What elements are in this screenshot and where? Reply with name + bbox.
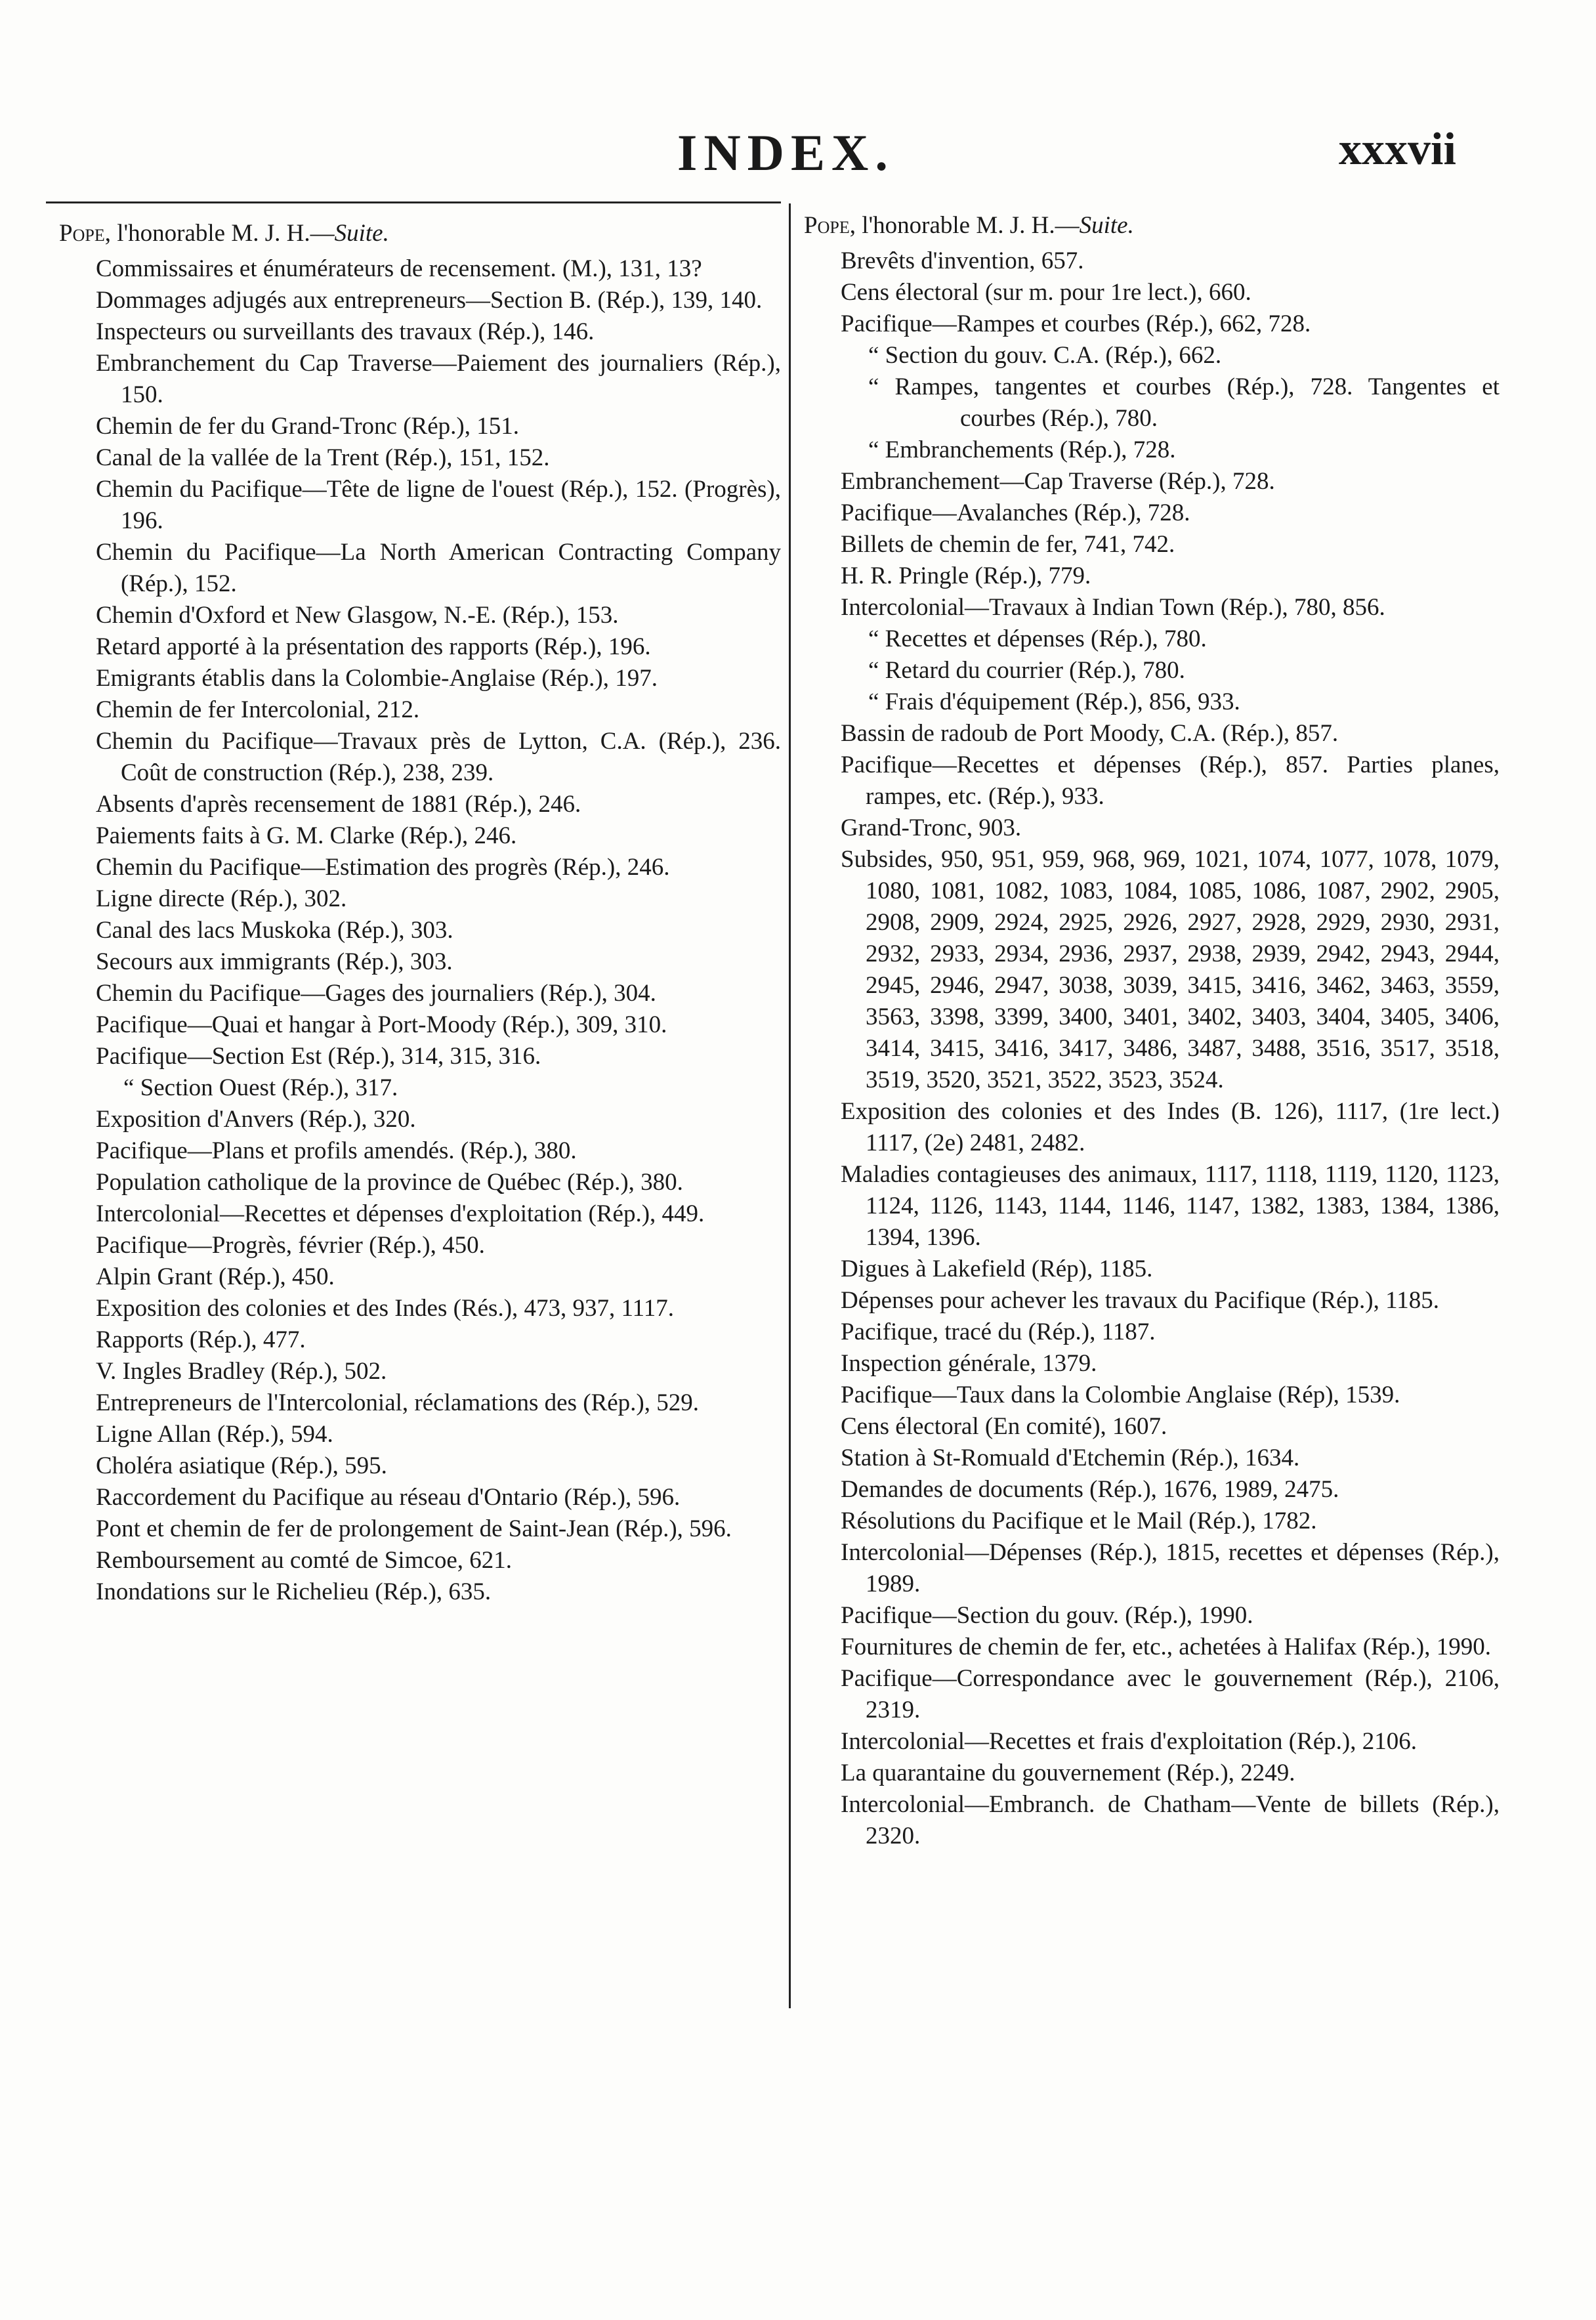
index-entry: Cens électoral (sur m. pour 1re lect.), 660. xyxy=(841,279,1251,306)
index-entry: “ Section du gouv. C.A. (Rép.), 662. xyxy=(868,342,1222,369)
index-entry: Pacifique—Rampes et courbes (Rép.), 662, 728. xyxy=(841,310,1311,337)
index-entry: Billets de chemin de fer, 741, 742. xyxy=(841,531,1175,558)
index-entry: H. R. Pringle (Rép.), 779. xyxy=(841,562,1091,589)
index-entry: Chemin du Pacifique—Gages des journaliers (Rép.), 304. xyxy=(96,980,656,1007)
index-entry: Rapports (Rép.), 477. xyxy=(96,1326,306,1353)
index-entry: La quarantaine du gouvernement (Rép.), 2249. xyxy=(841,1760,1295,1786)
index-entry: Dépenses pour achever les travaux du Pacifique (Rép.), 1185. xyxy=(841,1287,1440,1314)
index-entry: Commissaires et énumérateurs de recensement. (M.), 131, 13? xyxy=(96,255,702,282)
index-entry: V. Ingles Bradley (Rép.), 502. xyxy=(96,1358,387,1385)
index-entry: Résolutions du Pacifique et le Mail (Rép.), 1782. xyxy=(841,1508,1317,1534)
index-entry: Pacifique—Plans et profils amendés. (Rép.), 380. xyxy=(96,1137,577,1164)
index-entry: Intercolonial—Dépenses (Rép.), 1815, recettes et dépenses (Rép.), 1989. xyxy=(841,1539,1500,1597)
right-column xyxy=(804,210,1500,1852)
top-rule xyxy=(46,201,781,203)
index-entry: Pacifique—Progrès, février (Rép.), 450. xyxy=(96,1232,485,1259)
index-entry: Bassin de radoub de Port Moody, C.A. (Rép.), 857. xyxy=(841,720,1339,747)
index-entry: Chemin du Pacifique—Travaux près de Lytton, C.A. (Rép.), 236. Coût de construction (Rép.), 238, 239. xyxy=(96,728,781,786)
index-entry: Station à St-Romuald d'Etchemin (Rép.), 1634. xyxy=(841,1445,1300,1471)
index-entry: Chemin de fer Intercolonial, 212. xyxy=(96,696,420,723)
index-entry: Exposition d'Anvers (Rép.), 320. xyxy=(96,1106,416,1133)
index-entry: “ Retard du courrier (Rép.), 780. xyxy=(868,657,1185,684)
index-entry: Population catholique de la province de Québec (Rép.), 380. xyxy=(96,1169,683,1196)
index-entry: Ligne Allan (Rép.), 594. xyxy=(96,1421,333,1448)
index-entry: Secours aux immigrants (Rép.), 303. xyxy=(96,948,453,975)
index-entry: Cens électoral (En comité), 1607. xyxy=(841,1413,1167,1440)
left-entry-list xyxy=(59,253,781,1608)
index-entry: “ Section Ouest (Rép.), 317. xyxy=(123,1074,398,1101)
index-entry: Chemin d'Oxford et New Glasgow, N.-E. (Rép.), 153. xyxy=(96,602,619,629)
index-entry: Choléra asiatique (Rép.), 595. xyxy=(96,1452,387,1479)
column-divider xyxy=(789,203,791,2008)
index-entry: Pacifique—Avalanches (Rép.), 728. xyxy=(841,499,1190,526)
heading-suite: Suite. xyxy=(1079,212,1134,239)
index-entry: “ Recettes et dépenses (Rép.), 780. xyxy=(868,625,1207,652)
index-entry: Maladies contagieuses des animaux, 1117, 1118, 1119, 1120, 1123, 1124, 1126, 1143, 1144, 1146, 1147, 1382, 1383, 1384, 1386, 1394, 1396. xyxy=(841,1161,1500,1251)
right-column-heading xyxy=(804,210,1500,242)
heading-name: Pope xyxy=(804,212,850,239)
index-entry: Subsides, 950, 951, 959, 968, 969, 1021, 1074, 1077, 1078, 1079, 1080, 1081, 1082, 1083, 1084, 1085, 1086, 1087, 2902, 2905, 2908, 2909, 2924, 2925, 2926, 2927, 2928, 2929, 2930, 2931, 2932, 2933, 2934, 2936, 2937, 2938, 2939, 2942, 2943, 2944, 2945, 2946, 2947, 3038, 3039, 3415, 3416, 3462, 3463, 3559, 3563, 3398, 3399, 3400, 3401, 3402, 3403, 3404, 3405, 3406, 3414, 3415, 3416, 3417, 3486, 3487, 3488, 3516, 3517, 3518, 3519, 3520, 3521, 3522, 3523, 3524. xyxy=(841,846,1500,1093)
index-entry: Pacifique—Correspondance avec le gouvernement (Rép.), 2106, 2319. xyxy=(841,1665,1500,1723)
index-entry: Chemin du Pacifique—La North American Contracting Company (Rép.), 152. xyxy=(96,539,781,597)
index-entry: Emigrants établis dans la Colombie-Anglaise (Rép.), 197. xyxy=(96,665,658,692)
index-entry: Intercolonial—Travaux à Indian Town (Rép.), 780, 856. xyxy=(841,594,1385,621)
index-entry: Intercolonial—Recettes et dépenses d'exploitation (Rép.), 449. xyxy=(96,1200,705,1227)
index-entry: Pont et chemin de fer de prolongement de Saint-Jean (Rép.), 596. xyxy=(96,1515,732,1542)
index-entry: Canal de la vallée de la Trent (Rép.), 151, 152. xyxy=(96,444,550,471)
index-entry: Dommages adjugés aux entrepreneurs—Section B. (Rép.), 139, 140. xyxy=(96,287,763,314)
index-entry: Brevêts d'invention, 657. xyxy=(841,247,1084,274)
index-entry: Inondations sur le Richelieu (Rép.), 635. xyxy=(96,1578,492,1605)
index-entry: Intercolonial—Recettes et frais d'exploitation (Rép.), 2106. xyxy=(841,1728,1417,1755)
index-entry: Chemin de fer du Grand-Tronc (Rép.), 151. xyxy=(96,413,519,440)
index-entry: “ Rampes, tangentes et courbes (Rép.), 728. Tangentes et courbes (Rép.), 780. xyxy=(868,373,1500,432)
index-entry: Inspecteurs ou surveillants des travaux (Rép.), 146. xyxy=(96,318,595,345)
index-entry: “ Embranchements (Rép.), 728. xyxy=(868,436,1176,463)
index-entry: Alpin Grant (Rép.), 450. xyxy=(96,1263,335,1290)
page-number: xxxvii xyxy=(1339,124,1456,175)
index-entry: Fournitures de chemin de fer, etc., achetées à Halifax (Rép.), 1990. xyxy=(841,1634,1491,1660)
index-entry: Intercolonial—Embranch. de Chatham—Vente de billets (Rép.), 2320. xyxy=(841,1791,1500,1849)
index-entry: Canal des lacs Muskoka (Rép.), 303. xyxy=(96,917,453,944)
right-entry-list xyxy=(804,245,1500,1852)
heading-suite: Suite. xyxy=(334,220,389,247)
index-entry: Pacifique—Quai et hangar à Port-Moody (Rép.), 309, 310. xyxy=(96,1011,667,1038)
index-entry: Pacifique—Section du gouv. (Rép.), 1990. xyxy=(841,1602,1253,1629)
index-entry: Chemin du Pacifique—Tête de ligne de l'ouest (Rép.), 152. (Progrès), 196. xyxy=(96,476,781,534)
index-entry: Retard apporté à la présentation des rapports (Rép.), 196. xyxy=(96,633,651,660)
left-column-heading xyxy=(59,218,781,249)
left-column xyxy=(59,218,781,1608)
index-entry: Exposition des colonies et des Indes (B. 126), 1117, (1re lect.) 1117, (2e) 2481, 2482. xyxy=(841,1098,1500,1156)
index-entry: Chemin du Pacifique—Estimation des progrès (Rép.), 246. xyxy=(96,854,670,881)
index-entry: Remboursement au comté de Simcoe, 621. xyxy=(96,1547,512,1574)
index-entry: Digues à Lakefield (Rép), 1185. xyxy=(841,1255,1153,1282)
index-entry: Pacifique—Section Est (Rép.), 314, 315, 316. xyxy=(96,1043,541,1070)
index-entry: Pacifique—Recettes et dépenses (Rép.), 857. Parties planes, rampes, etc. (Rép.), 933. xyxy=(841,751,1500,810)
index-entry: Ligne directe (Rép.), 302. xyxy=(96,885,347,912)
heading-rest: , l'honorable M. J. H.— xyxy=(104,220,335,247)
index-entry: Paiements faits à G. M. Clarke (Rép.), 246. xyxy=(96,822,517,849)
index-entry: Absents d'après recensement de 1881 (Rép.), 246. xyxy=(96,791,581,818)
index-entry: Embranchement—Cap Traverse (Rép.), 728. xyxy=(841,468,1275,495)
page-title: INDEX. xyxy=(677,124,894,181)
index-entry: Exposition des colonies et des Indes (Rés.), 473, 937, 1117. xyxy=(96,1295,675,1322)
heading-name: Pope xyxy=(59,220,105,247)
index-entry: Raccordement du Pacifique au réseau d'Ontario (Rép.), 596. xyxy=(96,1484,681,1511)
index-entry: Entrepreneurs de l'Intercolonial, réclamations des (Rép.), 529. xyxy=(96,1389,700,1416)
index-entry: Pacifique, tracé du (Rép.), 1187. xyxy=(841,1318,1156,1345)
index-entry: Demandes de documents (Rép.), 1676, 1989, 2475. xyxy=(841,1476,1339,1503)
index-entry: Grand-Tronc, 903. xyxy=(841,814,1022,841)
index-entry: Inspection générale, 1379. xyxy=(841,1350,1097,1377)
index-entry: Pacifique—Taux dans la Colombie Anglaise (Rép), 1539. xyxy=(841,1381,1400,1408)
index-entry: “ Frais d'équipement (Rép.), 856, 933. xyxy=(868,688,1240,715)
heading-rest: , l'honorable M. J. H.— xyxy=(849,212,1080,239)
index-entry: Embranchement du Cap Traverse—Paiement des journaliers (Rép.), 150. xyxy=(96,350,781,408)
